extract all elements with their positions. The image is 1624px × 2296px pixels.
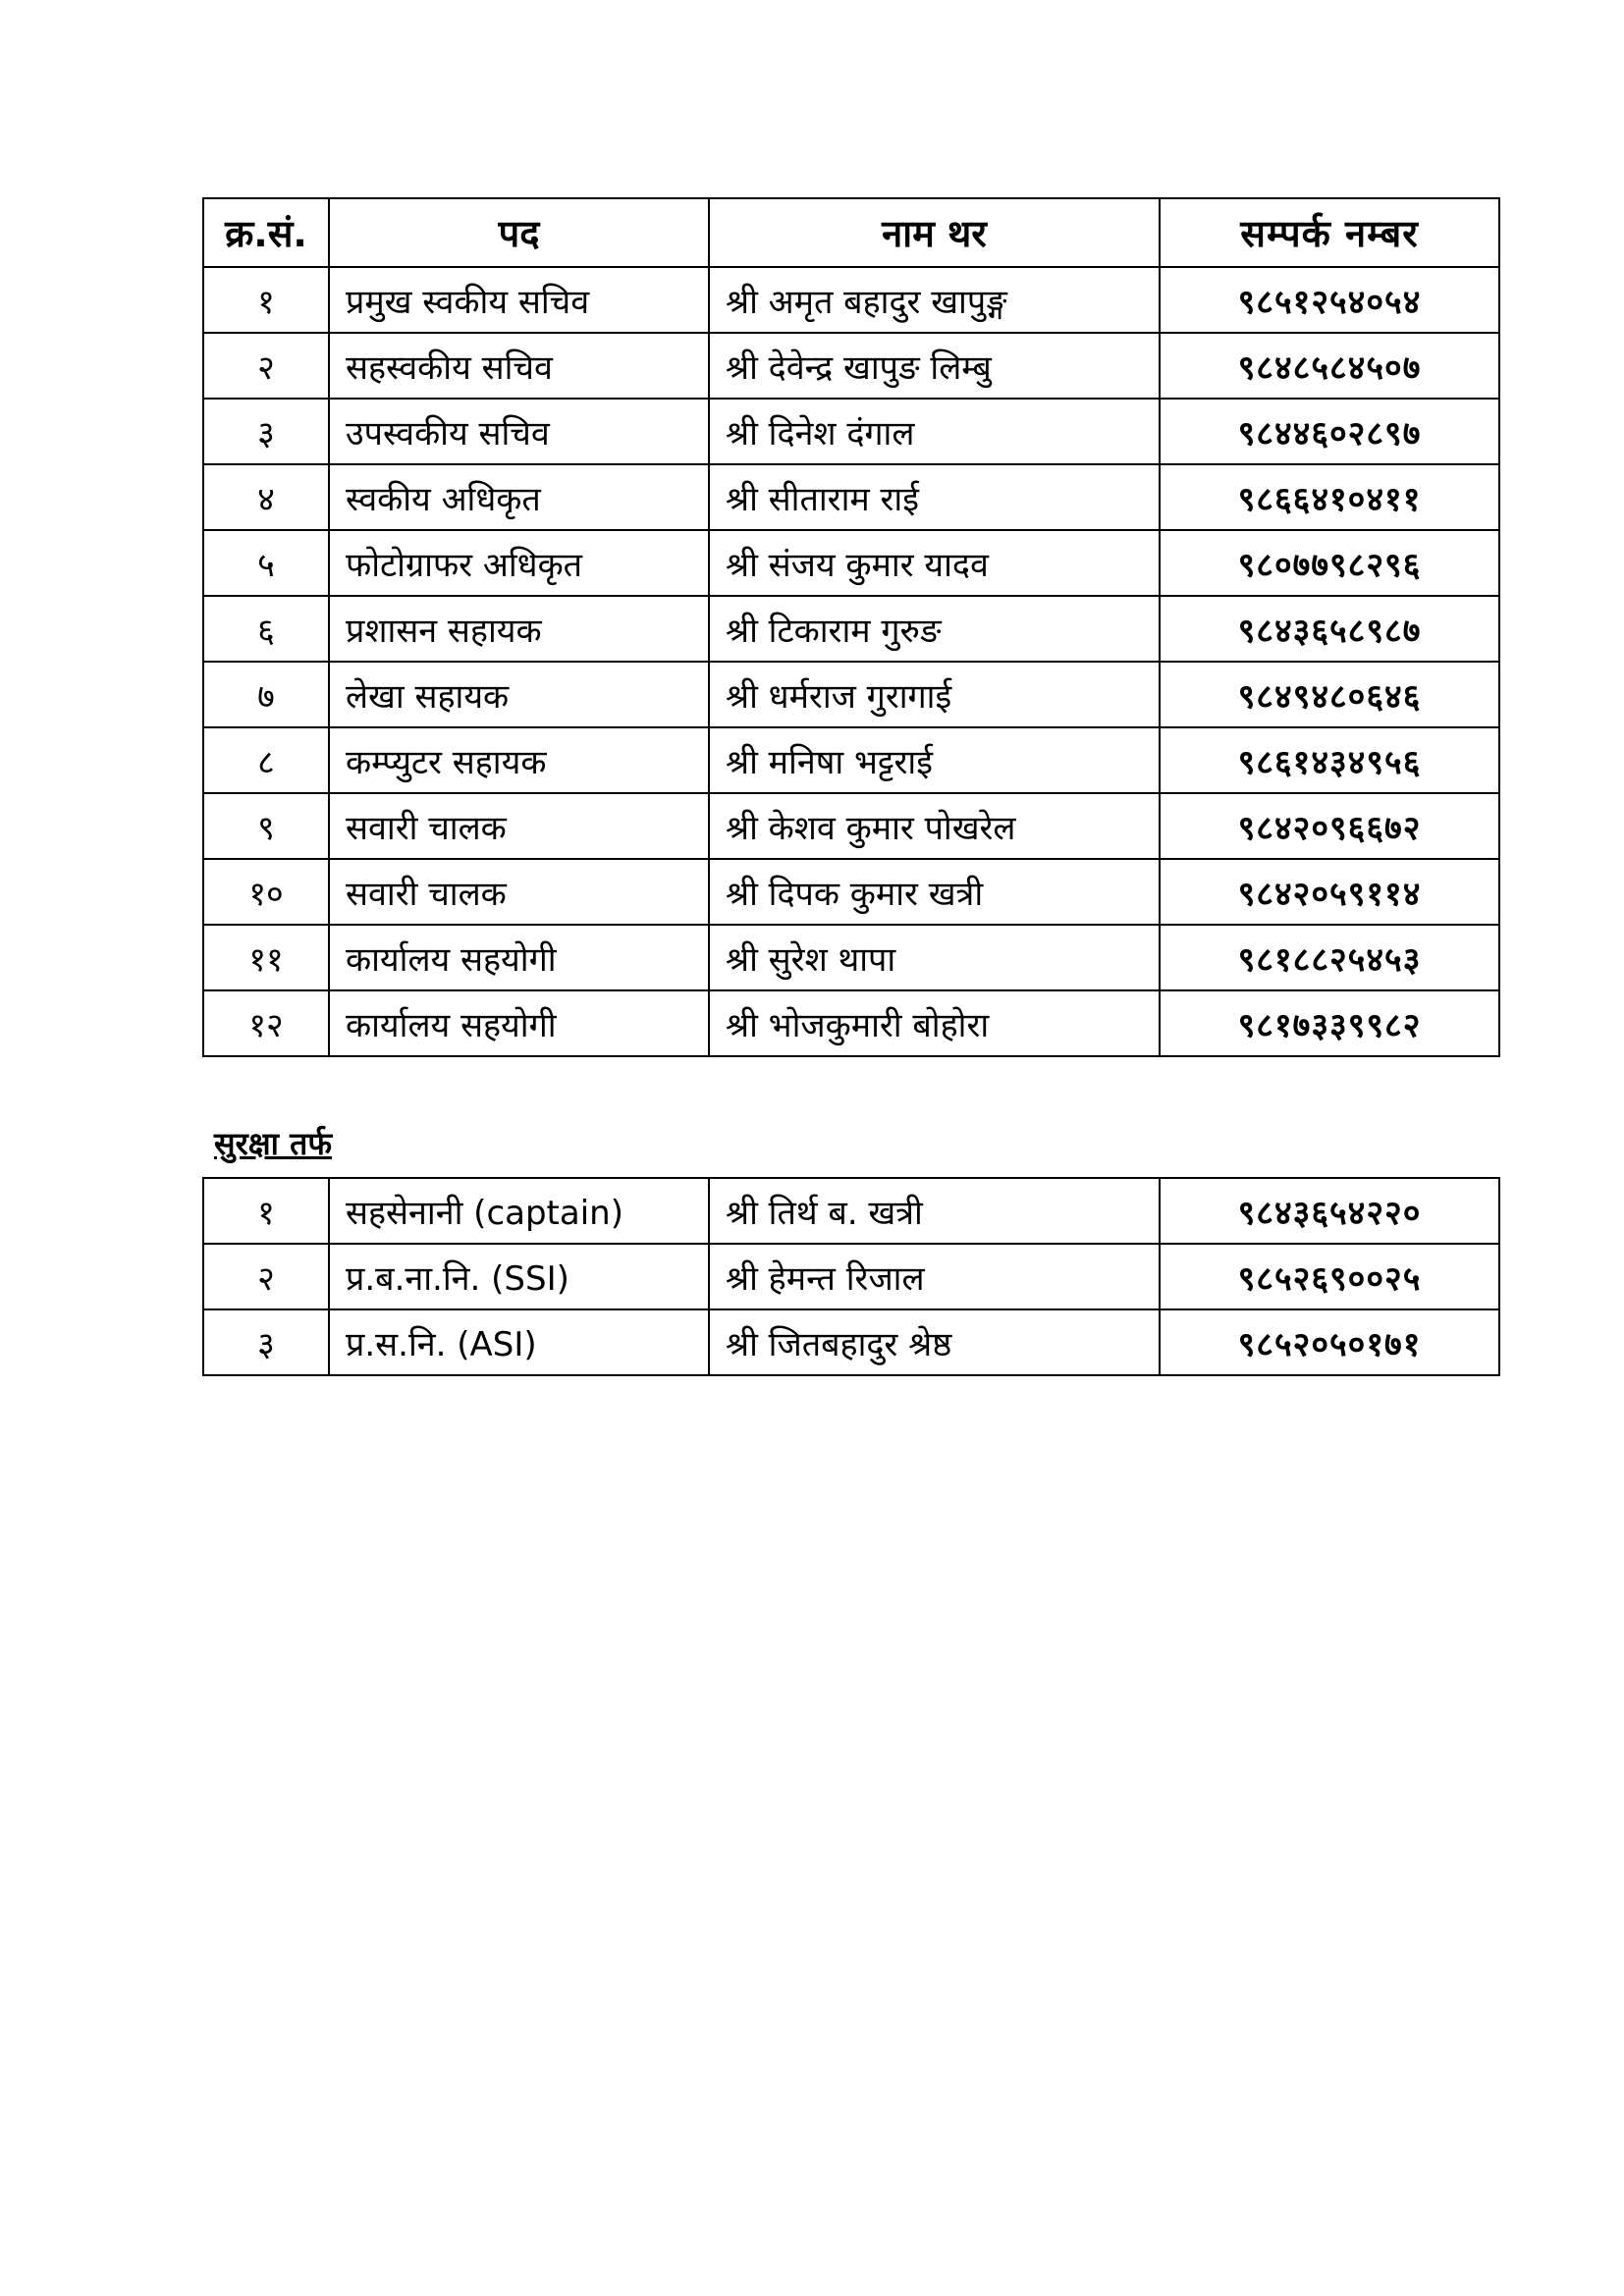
table-row <box>203 1309 1499 1375</box>
table-row <box>203 399 1499 464</box>
name-cell: श्री केशव कुमार पोखरेल <box>709 793 1160 859</box>
table-row <box>203 1244 1499 1309</box>
name-cell: श्री देवेन्द्र खापुङ लिम्बु <box>709 333 1160 399</box>
phone-cell: ९८१७३३९९८२ <box>1160 990 1499 1056</box>
header-post: पद <box>329 198 709 267</box>
phone-cell: ९८५१२५४०५४ <box>1160 267 1499 333</box>
name-cell: श्री धर्मराज गुरागाई <box>709 662 1160 727</box>
post-cell: कार्यालय सहयोगी <box>329 990 709 1056</box>
header-serial-number: क्र.सं. <box>203 198 329 267</box>
phone-cell: ९८५२६९००२५ <box>1160 1244 1499 1309</box>
name-cell: श्री दिपक कुमार खत्री <box>709 859 1160 925</box>
security-table <box>202 1177 1500 1376</box>
post-cell: सहसेनानी (captain) <box>329 1178 709 1244</box>
table-row <box>203 333 1499 399</box>
phone-cell: ९८४३६५८९८७ <box>1160 596 1499 662</box>
post-cell: फोटोग्राफर अधिकृत <box>329 530 709 596</box>
serial-number-cell: ३ <box>203 1309 329 1375</box>
name-cell: श्री संजय कुमार यादव <box>709 530 1160 596</box>
phone-cell: ९८४८५८४५०७ <box>1160 333 1499 399</box>
serial-number-cell: १ <box>203 1178 329 1244</box>
serial-number-cell: ६ <box>203 596 329 662</box>
table-row <box>203 859 1499 925</box>
header-name: नाम थर <box>709 198 1160 267</box>
table-row <box>203 990 1499 1056</box>
phone-cell: ९८४९४८०६४६ <box>1160 662 1499 727</box>
name-cell: श्री भोजकुमारी बोहोरा <box>709 990 1160 1056</box>
name-cell: श्री मनिषा भट्टराई <box>709 727 1160 793</box>
name-cell: श्री सीताराम राई <box>709 464 1160 530</box>
table-row <box>203 1178 1499 1244</box>
table-row <box>203 662 1499 727</box>
staff-table <box>202 197 1500 1057</box>
serial-number-cell: ८ <box>203 727 329 793</box>
post-cell: प्र.स.नि. (ASI) <box>329 1309 709 1375</box>
phone-cell: ९८५२०५०१७१ <box>1160 1309 1499 1375</box>
table-row <box>203 530 1499 596</box>
name-cell: श्री सुरेश थापा <box>709 925 1160 990</box>
name-cell: श्री हेमन्त रिजाल <box>709 1244 1160 1309</box>
name-cell: श्री टिकाराम गुरुङ <box>709 596 1160 662</box>
table-row <box>203 464 1499 530</box>
post-cell: स्वकीय अधिकृत <box>329 464 709 530</box>
header-contact-number: सम्पर्क नम्बर <box>1160 198 1499 267</box>
security-section-heading: सुरक्षा तर्फ <box>214 1125 333 1162</box>
phone-cell: ९८६६४१०४११ <box>1160 464 1499 530</box>
post-cell: प्र.ब.ना.नि. (SSI) <box>329 1244 709 1309</box>
serial-number-cell: ११ <box>203 925 329 990</box>
phone-cell: ९८४२०५९११४ <box>1160 859 1499 925</box>
phone-cell: ९८१८८२५४५३ <box>1160 925 1499 990</box>
post-cell: कार्यालय सहयोगी <box>329 925 709 990</box>
table-row <box>203 596 1499 662</box>
serial-number-cell: १२ <box>203 990 329 1056</box>
phone-cell: ९८०७७९८२९६ <box>1160 530 1499 596</box>
post-cell: उपस्वकीय सचिव <box>329 399 709 464</box>
serial-number-cell: ३ <box>203 399 329 464</box>
phone-cell: ९८४३६५४२२० <box>1160 1178 1499 1244</box>
serial-number-cell: ७ <box>203 662 329 727</box>
post-cell: कम्प्युटर सहायक <box>329 727 709 793</box>
name-cell: श्री अमृत बहादुर खापुङ्ग <box>709 267 1160 333</box>
post-cell: सहस्वकीय सचिव <box>329 333 709 399</box>
name-cell: श्री जितबहादुर श्रेष्ठ <box>709 1309 1160 1375</box>
table-row <box>203 925 1499 990</box>
serial-number-cell: ४ <box>203 464 329 530</box>
serial-number-cell: ९ <box>203 793 329 859</box>
table-row <box>203 727 1499 793</box>
serial-number-cell: १० <box>203 859 329 925</box>
post-cell: सवारी चालक <box>329 859 709 925</box>
table-row <box>203 267 1499 333</box>
serial-number-cell: २ <box>203 333 329 399</box>
post-cell: प्रशासन सहायक <box>329 596 709 662</box>
post-cell: प्रमुख स्वकीय सचिव <box>329 267 709 333</box>
table-row <box>203 793 1499 859</box>
phone-cell: ९८४२०९६६७२ <box>1160 793 1499 859</box>
phone-cell: ९८६१४३४९५६ <box>1160 727 1499 793</box>
table-header-row <box>203 198 1499 267</box>
serial-number-cell: २ <box>203 1244 329 1309</box>
post-cell: लेखा सहायक <box>329 662 709 727</box>
serial-number-cell: ५ <box>203 530 329 596</box>
name-cell: श्री तिर्थ ब. खत्री <box>709 1178 1160 1244</box>
post-cell: सवारी चालक <box>329 793 709 859</box>
serial-number-cell: १ <box>203 267 329 333</box>
name-cell: श्री दिनेश दंगाल <box>709 399 1160 464</box>
phone-cell: ९८४४६०२८९७ <box>1160 399 1499 464</box>
